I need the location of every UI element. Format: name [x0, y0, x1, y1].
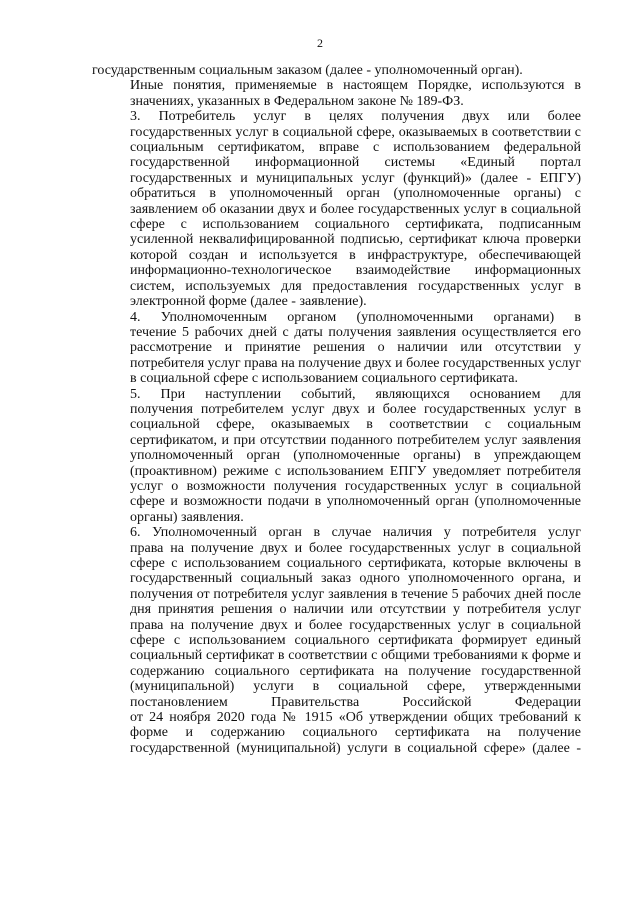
paragraph-p5 — [92, 387, 581, 526]
text-line: государственных услуг в социальной сфере, оказываемых в соответствии с — [130, 124, 581, 140]
text-line: потребителя услуг права на получение двух и более государственных услуг — [130, 355, 581, 371]
text-line: государственной информационной системы «Единый портал — [130, 155, 581, 171]
document-body — [92, 63, 581, 756]
text-line: систем, используемых для предоставления государственных услуг в — [130, 278, 581, 294]
text-line: (проактивном) режиме с использованием ЕПГУ уведомляет потребителя — [130, 463, 581, 479]
text-line: получения потребителем услуг двух и более государственных услуг в — [130, 401, 581, 417]
text-line: 5. При наступлении событий, являющихся основанием для — [130, 386, 581, 402]
text-line: уполномоченный орган (уполномоченные органы) в упреждающем — [130, 448, 581, 464]
text-line: сертификатом, и при отсутствии поданного потребителем услуг заявления — [130, 432, 581, 448]
text-line: заявлением об оказании двух и более государственных услуг в социальной — [130, 201, 581, 217]
paragraph-p0 — [92, 63, 581, 78]
text-line: сфере с использованием социального сертификата формирует единый — [130, 633, 581, 649]
text-line: дня принятия решения о наличии или отсутствии у потребителя услуг — [130, 602, 581, 618]
text-line: государственной (муниципальной) услуги в социальной сфере» (далее - — [130, 740, 581, 756]
text-line: которой создан и используется в инфраструктуре, обеспечивающей — [130, 247, 581, 263]
text-line: от 24 ноября 2020 года № 1915 «Об утверждении общих требований к — [130, 710, 581, 726]
text-line: услуг о возможности получения государственных услуг в социальной — [130, 478, 581, 494]
text-line: права на получение двух и более государственных услуг в социальной — [130, 540, 581, 556]
paragraph-p6 — [92, 525, 581, 756]
text-line: информационно-технологическое взаимодействие информационных — [130, 263, 581, 279]
text-line: государственным социальным заказом (далее - уполномоченный орган). — [92, 63, 523, 78]
text-line: 4. Уполномоченным органом (уполномоченными органами) в — [130, 309, 581, 325]
text-line: социальным сертификатом, вправе с использованием федеральной — [130, 140, 581, 156]
text-line: в социальной сфере с использованием социального сертификата. — [130, 371, 518, 387]
text-line: течение 5 рабочих дней с даты получения заявления осуществляется его — [130, 324, 581, 340]
text-line: права на получение двух и более государственных услуг в социальной — [130, 617, 581, 633]
paragraph-p4 — [92, 310, 581, 387]
text-line: сфере и возможности подачи в уполномоченный орган (уполномоченные — [130, 494, 581, 510]
text-line: социальный сертификат в соответствии с общими требованиями к форме и — [130, 648, 581, 664]
text-line: значениях, указанных в Федеральном законе № 189-ФЗ. — [130, 93, 464, 109]
text-line: рассмотрение и принятие решения о наличии или отсутствии у — [130, 340, 581, 356]
text-line: государственных и муниципальных услуг (функций)» (далее - ЕПГУ) — [130, 170, 581, 186]
text-line: Иные понятия, применяемые в настоящем Порядке, используются в — [130, 78, 581, 94]
text-line: социальной сфере, оказываемых в соответствии с социальным — [130, 417, 581, 433]
paragraph-p1 — [92, 78, 581, 109]
text-line: (муниципальной) услуги в социальной сфере, утвержденными — [130, 679, 581, 695]
text-line: 6. Уполномоченный орган в случае наличия у потребителя услуг — [130, 525, 581, 541]
text-line: органы) заявления. — [130, 509, 244, 525]
text-line: содержанию социального сертификата на получение государственной — [130, 663, 581, 679]
text-line: сфере с использованием социального сертификата, подписанным — [130, 217, 581, 233]
text-line: обратиться в уполномоченный орган (уполномоченные органы) с — [130, 186, 581, 202]
text-line: получения от потребителя услуг заявления в течение 5 рабочих дней после — [130, 586, 581, 602]
text-line: электронной форме (далее - заявление). — [130, 294, 367, 310]
text-line: 3. Потребитель услуг в целях получения двух или более — [130, 109, 581, 125]
text-line: постановлением Правительства Российской Федерации — [130, 694, 581, 710]
text-line: государственный социальный заказ одного уполномоченного органа, и — [130, 571, 581, 587]
page-number: 2 — [317, 36, 323, 50]
text-line: форме и содержанию социального сертификата на получение — [130, 725, 581, 741]
text-line: усиленной неквалифицированной подписью, сертификат ключа проверки — [130, 232, 581, 248]
paragraph-p3 — [92, 109, 581, 309]
text-line: сфере с использованием социального сертификата, которые включены в — [130, 556, 581, 571]
